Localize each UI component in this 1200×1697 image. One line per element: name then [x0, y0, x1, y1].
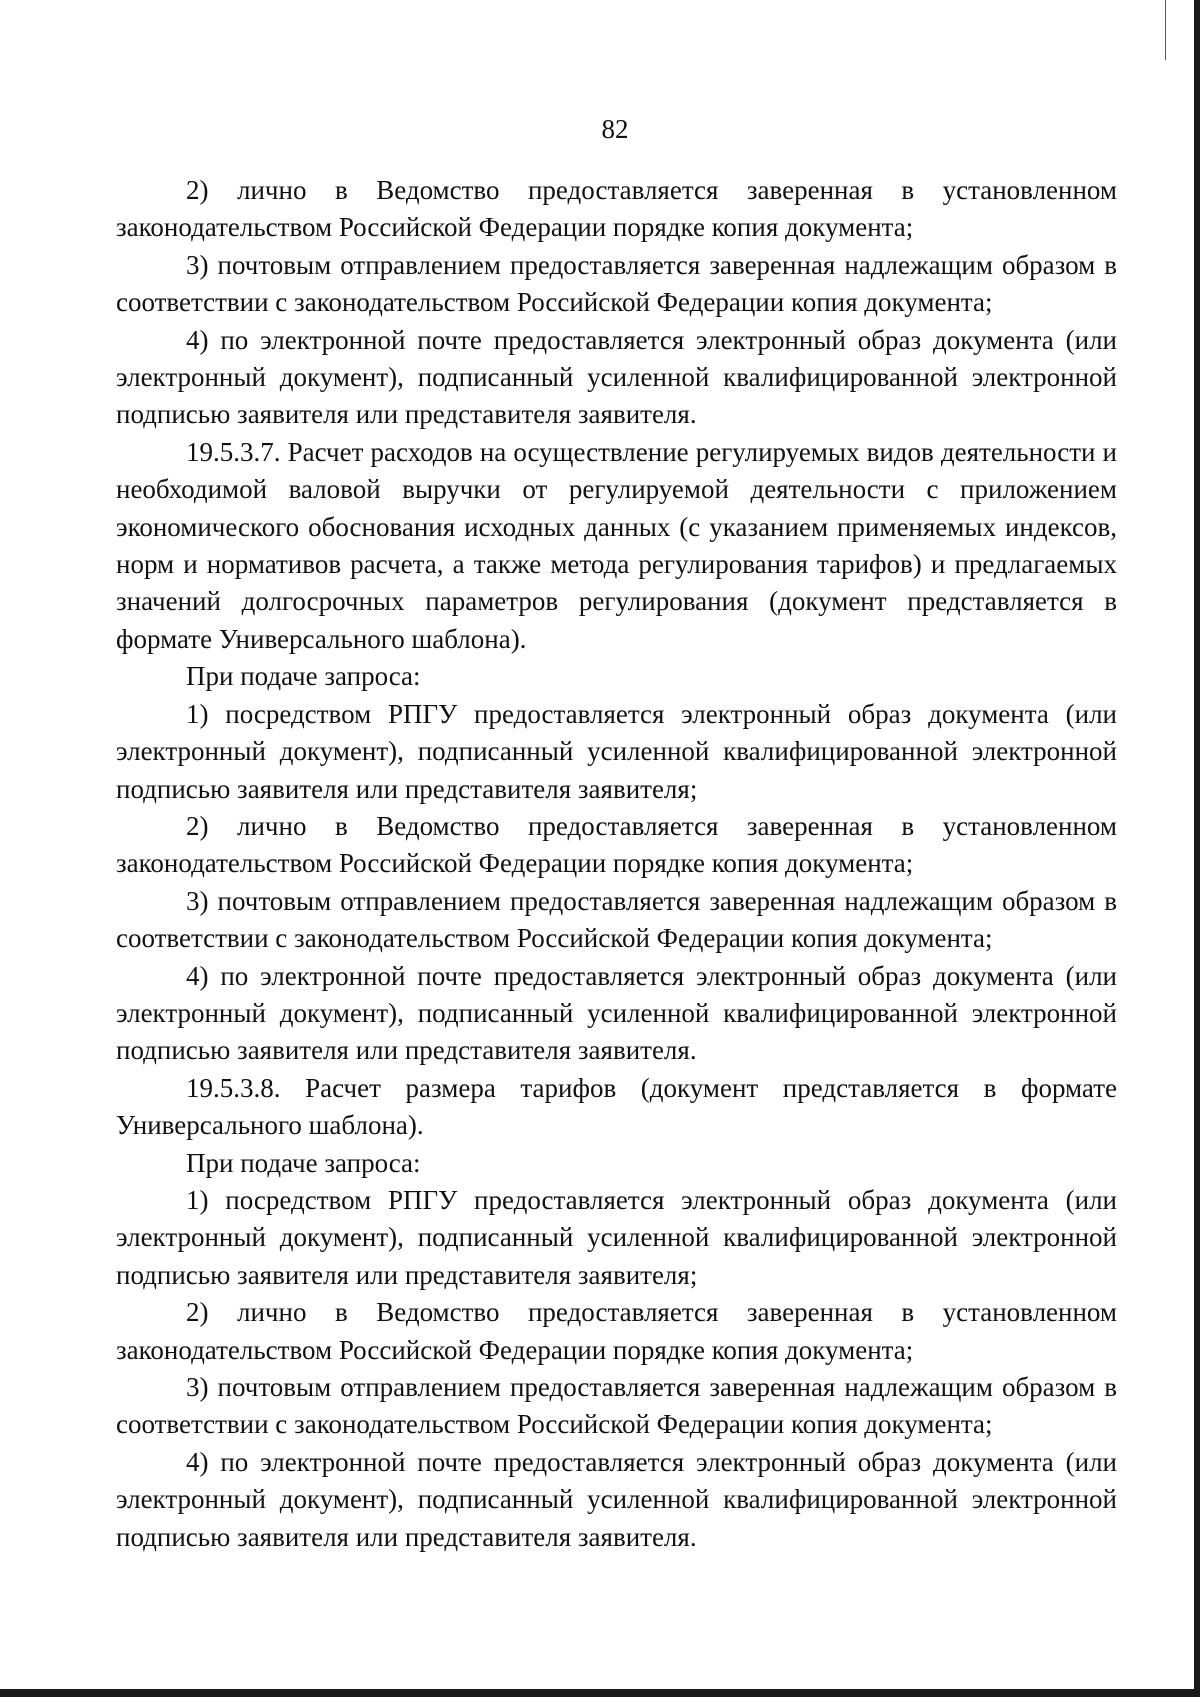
- paragraph-request-heading: При подаче запроса:: [186, 1147, 421, 1178]
- paragraph-item-3-mail: 3) почтовым отправлением предоставляется заверенная надлежащим образом в соответствии с законодательством Российской Федерации копия документа;: [116, 1372, 1117, 1440]
- paragraph-item-3-mail: 3) почтовым отправлением предоставляется заверенная надлежащим образом в соответствии с законодательством Российской Федерации копия документа;: [116, 249, 1117, 318]
- page-number: 82: [601, 114, 629, 144]
- paragraph-item-1-rpgu: 1) посредством РПГУ предоставляется электронный образ документа (или электронный документ), подписанный усиленной квалифицированной электронной подписью заявителя или представителя заявителя;: [116, 698, 1117, 804]
- paragraph-request-heading: При подаче запроса:: [186, 661, 421, 692]
- paragraph-item-4-email: 4) по электронной почте предоставляется электронный образ документа (или электронный документ), подписанный усиленной квалифицированной электронной подписью заявителя или представителя заявителя.: [116, 1446, 1117, 1552]
- paragraph-item-4-email: 4) по электронной почте предоставляется электронный образ документа (или электронный документ), подписанный усиленной квалифицированной электронной подписью заявителя или представителя заявителя.: [116, 324, 1117, 430]
- paragraph-item-2-personal: 2) лично в Ведомство предоставляется заверенная в установленном законодательством Российской Федерации порядке копия документа;: [116, 175, 1117, 243]
- paragraph-item-2-personal: 2) лично в Ведомство предоставляется заверенная в установленном законодательством Российской Федерации порядке копия документа;: [116, 810, 1117, 879]
- paragraph-section-19-5-3-8: 19.5.3.8. Расчет размера тарифов (документ представляется в формате Универсального шаблона).: [116, 1072, 1117, 1141]
- scan-border-right: [1194, 0, 1200, 1697]
- document-body: [116, 172, 1117, 1556]
- scan-border-bottom: [0, 1689, 1200, 1697]
- paragraph-item-3-mail: 3) почтовым отправлением предоставляется заверенная надлежащим образом в соответствии с законодательством Российской Федерации копия документа;: [116, 885, 1117, 954]
- paragraph-item-2-personal: 2) лично в Ведомство предоставляется заверенная в установленном законодательством Российской Федерации порядке копия документа;: [116, 1297, 1117, 1365]
- paragraph-section-19-5-3-7: 19.5.3.7. Расчет расходов на осуществление регулируемых видов деятельности и необходимой валовой выручки от регулируемой деятельности с приложением экономического обоснования исходных данных (с указанием применяемых индексов, норм и нормативов расчета, а также метода регулирования тарифов) и предлагаемых значений долгосрочных параметров регулирования (документ представляется в формате Универсального шаблона).: [116, 436, 1117, 654]
- paragraph-item-4-email: 4) по электронной почте предоставляется электронный образ документа (или электронный документ), подписанный усиленной квалифицированной электронной подписью заявителя или представителя заявителя.: [116, 960, 1117, 1066]
- paragraph-item-1-rpgu: 1) посредством РПГУ предоставляется электронный образ документа (или электронный документ), подписанный усиленной квалифицированной электронной подписью заявителя или представителя заявителя;: [116, 1184, 1117, 1290]
- scan-artifact-line: [1165, 0, 1166, 60]
